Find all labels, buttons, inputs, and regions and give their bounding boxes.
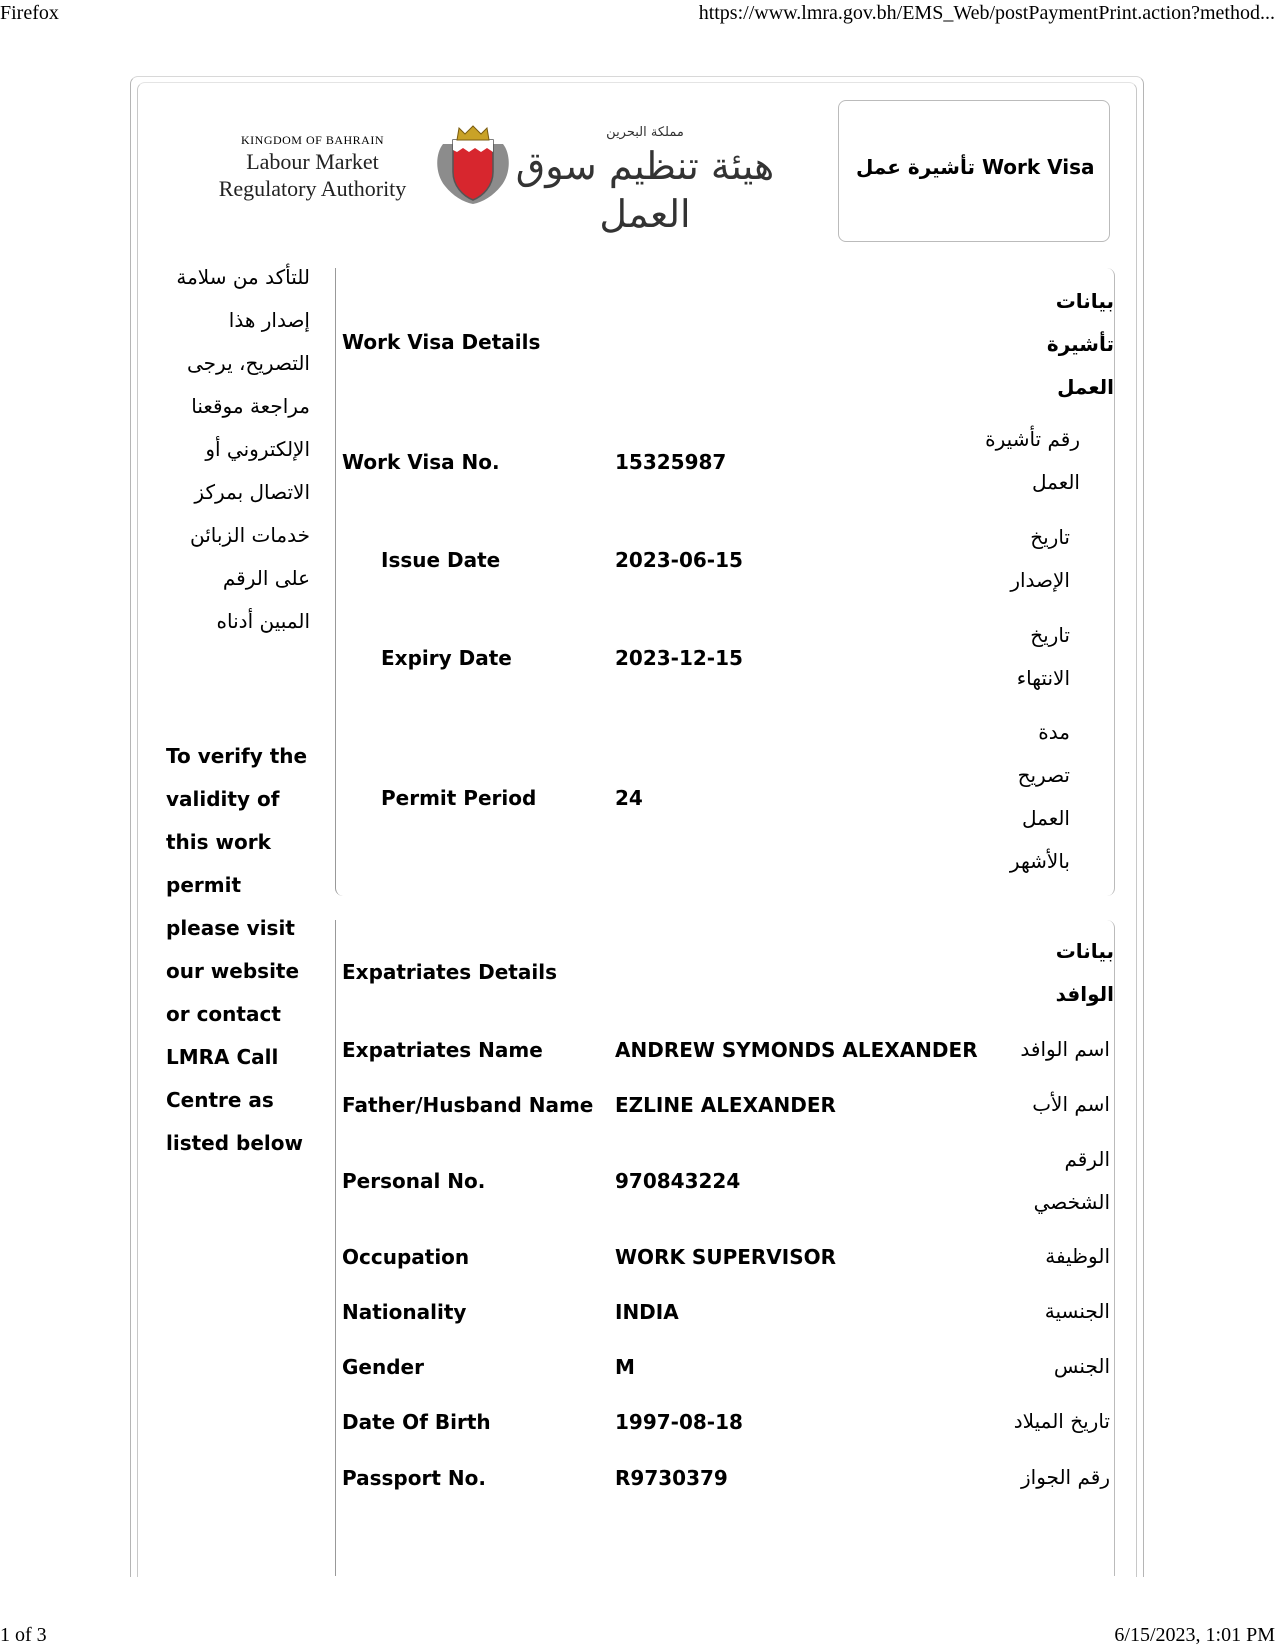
visa-no-label: Work Visa No.: [342, 450, 500, 474]
occupation-label-ar: الوظيفة: [1045, 1244, 1110, 1268]
visa-no-value: 15325987: [615, 450, 727, 474]
work-visa-heading-ar: بيانات تأشيرة العمل: [1046, 289, 1114, 399]
logo-line1: Labour Market: [246, 149, 379, 174]
bahrain-emblem-icon: [435, 124, 511, 206]
passport-no-label: Passport No.: [342, 1466, 486, 1490]
logo-ar-big: هيئة تنظيم سوق العمل: [515, 144, 775, 236]
permit-period-label: Permit Period: [381, 786, 537, 810]
work-visa-heading: Work Visa Details: [342, 330, 541, 354]
personal-no-label: Personal No.: [342, 1169, 486, 1193]
issue-date-label-ar: تاريخ الإصدار: [1010, 525, 1070, 592]
expiry-date-label: Expiry Date: [381, 646, 512, 670]
father-name-label: Father/Husband Name: [342, 1093, 594, 1117]
expat-heading-ar: بيانات الوافد: [1055, 939, 1114, 1006]
dob-label: Date Of Birth: [342, 1410, 491, 1434]
father-name-label-ar: اسم الأب: [1032, 1092, 1110, 1116]
occupation-label: Occupation: [342, 1245, 470, 1269]
nationality-label-ar: الجنسية: [1044, 1299, 1110, 1323]
passport-no-value: R9730379: [615, 1466, 728, 1490]
personal-no-label-ar: الرقم الشخصي: [1033, 1147, 1110, 1214]
document-title: تأشيرة عمل Work Visa: [856, 155, 1095, 179]
visa-no-label-ar: رقم تأشيرة العمل: [985, 427, 1080, 494]
expiry-date-label-ar: تاريخ الانتهاء: [1016, 623, 1070, 690]
expat-name-label: Expatriates Name: [342, 1038, 543, 1062]
page-indicator: 1 of 3: [0, 1624, 47, 1646]
dob-value: 1997-08-18: [615, 1410, 743, 1434]
expat-heading: Expatriates Details: [342, 960, 557, 984]
occupation-value: WORK SUPERVISOR: [615, 1245, 837, 1269]
browser-app-name: Firefox: [0, 2, 59, 24]
permit-period-label-ar: مدة تصريح العمل بالأشهر: [1009, 720, 1070, 873]
personal-no-value: 970843224: [615, 1169, 741, 1193]
nationality-label: Nationality: [342, 1300, 467, 1324]
expat-name-value: ANDREW SYMONDS ALEXANDER: [615, 1038, 978, 1062]
gender-label: Gender: [342, 1355, 424, 1379]
lmra-logo: [205, 122, 775, 236]
nationality-value: INDIA: [615, 1300, 679, 1324]
permit-period-value: 24: [615, 786, 643, 810]
issue-date-value: 2023-06-15: [615, 548, 743, 572]
logo-ar-small: مملكة البحرين: [606, 125, 684, 140]
issue-date-label: Issue Date: [381, 548, 501, 572]
passport-no-label-ar: رقم الجواز: [1021, 1465, 1110, 1489]
logo-kingdom: KINGDOM OF BAHRAIN: [240, 133, 384, 147]
gender-value: M: [615, 1355, 635, 1379]
logo-line2: Regulatory Authority: [218, 176, 407, 201]
father-name-value: EZLINE ALEXANDER: [615, 1093, 836, 1117]
dob-label-ar: تاريخ الميلاد: [1013, 1409, 1110, 1433]
expiry-date-value: 2023-12-15: [615, 646, 743, 670]
verify-note-ar: للتأكد من سلامة إصدار هذا التصريح، يرجى مراجعة موقعنا الإلكتروني أو الاتصال بمركز خدمات الزبائن على الرقم المبين أدناه: [176, 265, 310, 633]
browser-url: https://www.lmra.gov.bh/EMS_Web/postPaymentPrint.action?method...: [698, 2, 1275, 24]
expat-name-label-ar: اسم الوافد: [1020, 1037, 1110, 1061]
gender-label-ar: الجنس: [1053, 1354, 1110, 1378]
print-datetime: 6/15/2023, 1:01 PM: [1114, 1624, 1275, 1646]
verify-note-en: To verify the validity of this work permit please visit our website or contact LMRA Call Centre as listed below: [166, 744, 308, 1155]
